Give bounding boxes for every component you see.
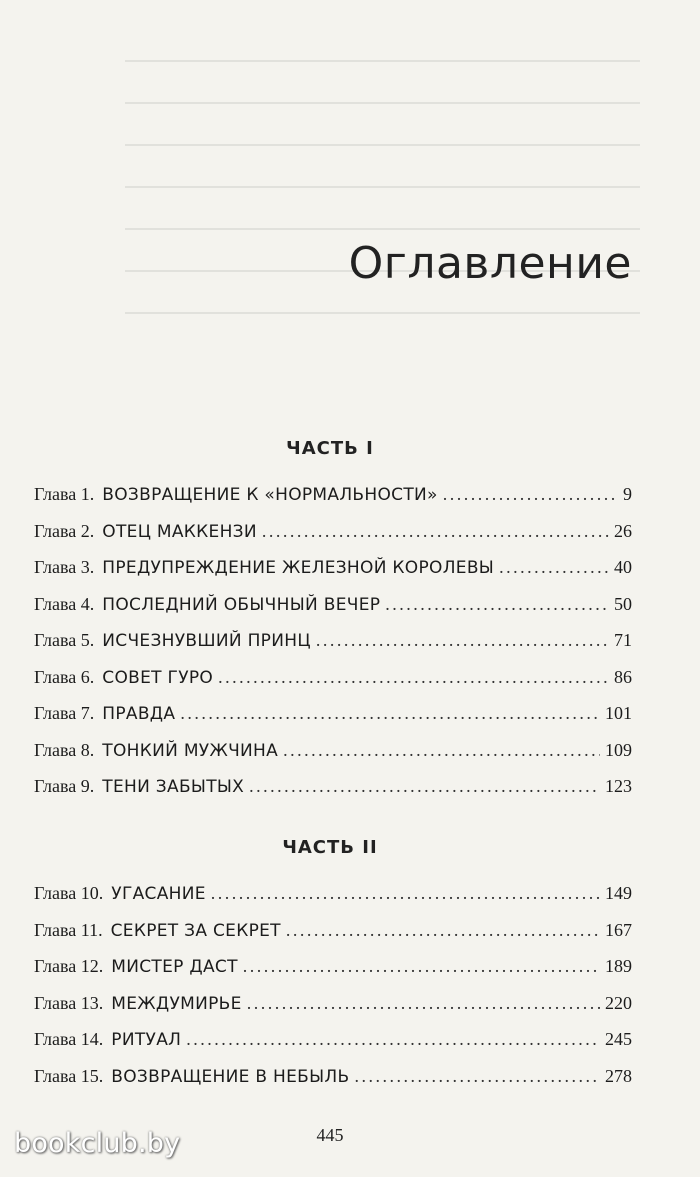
chapter-title: РИТУАЛ: [111, 1030, 182, 1050]
dot-leader: [286, 920, 600, 941]
chapter-number: Глава 4.: [34, 593, 95, 614]
watermark: bookclub.by: [14, 1128, 181, 1159]
chapter-page: 189: [605, 956, 632, 976]
chapter-number: Глава 6.: [34, 666, 95, 687]
chapter-number: Глава 10.: [34, 883, 104, 903]
dot-leader: [354, 1066, 600, 1087]
chapter-page: 101: [605, 703, 632, 723]
chapter-number: Глава 8.: [34, 739, 95, 760]
dot-leader: [249, 776, 600, 797]
chapter-title: ПРЕДУПРЕЖДЕНИЕ ЖЕЛЕЗНОЙ КОРОЛЕВЫ: [102, 558, 495, 578]
toc-entry: [34, 703, 632, 740]
chapter-page: 50: [614, 593, 632, 614]
chapter-page: 86: [614, 666, 632, 687]
dot-leader: [316, 630, 609, 651]
dot-leader: [243, 956, 600, 977]
dot-leader: [262, 521, 609, 542]
bleed-through-text: [0, 60, 700, 400]
chapter-title: ОТЕЦ МАККЕНЗИ: [102, 521, 257, 542]
chapter-page: 40: [614, 557, 632, 577]
chapter-number: Глава 15.: [34, 1065, 104, 1086]
chapter-title: ИСЧЕЗНУВШИЙ ПРИНЦ: [102, 631, 311, 651]
toc-entry: [34, 667, 632, 704]
dot-leader: [247, 993, 600, 1014]
chapter-title: ПРАВДА: [102, 704, 176, 724]
chapter-title: ТОНКИЙ МУЖЧИНА: [102, 740, 279, 761]
chapter-page: 220: [605, 992, 632, 1013]
chapter-page: 278: [605, 1065, 632, 1086]
toc-entry: [34, 594, 632, 631]
toc-entry: [34, 1066, 632, 1103]
chapter-page: 149: [605, 883, 632, 903]
chapter-title: ВОЗВРАЩЕНИЕ К «НОРМАЛЬНОСТИ»: [102, 485, 438, 505]
dot-leader: [180, 703, 600, 724]
toc-entry: [34, 883, 632, 920]
chapter-number: Глава 14.: [34, 1029, 104, 1049]
dot-leader: [499, 557, 609, 578]
dot-leader: [385, 594, 609, 615]
chapter-title: СЕКРЕТ ЗА СЕКРЕТ: [110, 920, 281, 941]
part-2-heading: ЧАСТЬ II: [282, 837, 378, 858]
toc-entry: [34, 993, 632, 1030]
part-1-chapter-list: [34, 484, 632, 813]
chapter-page: 123: [605, 776, 632, 796]
toc-entry: [34, 557, 632, 594]
dot-leader: [283, 740, 600, 761]
part-1-heading: ЧАСТЬ I: [286, 438, 374, 459]
toc-entry: [34, 956, 632, 993]
chapter-page: 245: [605, 1029, 632, 1049]
part-2-chapter-list: [34, 883, 632, 1102]
toc-entry: [34, 484, 632, 521]
chapter-title: ПОСЛЕДНИЙ ОБЫЧНЫЙ ВЕЧЕР: [102, 594, 381, 615]
chapter-title: МЕЖДУМИРЬЕ: [111, 993, 242, 1014]
chapter-number: Глава 12.: [34, 956, 104, 976]
toc-entry: [34, 630, 632, 667]
toc-entry: [34, 1029, 632, 1066]
page-number: 445: [316, 1125, 344, 1145]
chapter-title: СОВЕТ ГУРО: [102, 667, 214, 688]
chapter-title: ТЕНИ ЗАБЫТЫХ: [102, 777, 245, 797]
toc-entry: [34, 920, 632, 957]
chapter-page: 9: [623, 484, 632, 504]
dot-leader: [211, 883, 600, 904]
chapter-number: Глава 5.: [34, 630, 95, 650]
chapter-number: Глава 9.: [34, 776, 95, 796]
toc-entry: [34, 521, 632, 558]
chapter-page: 109: [605, 739, 632, 760]
chapter-number: Глава 3.: [34, 557, 95, 577]
chapter-number: Глава 13.: [34, 992, 104, 1013]
chapter-number: Глава 1.: [34, 484, 95, 504]
chapter-number: Глава 2.: [34, 520, 95, 541]
dot-leader: [218, 667, 609, 688]
page-title: Оглавление: [348, 238, 632, 289]
chapter-page: 167: [605, 919, 632, 940]
chapter-title: МИСТЕР ДАСТ: [111, 957, 238, 977]
dot-leader: [186, 1029, 600, 1050]
toc-entry: [34, 776, 632, 813]
chapter-number: Глава 11.: [34, 919, 103, 940]
chapter-title: УГАСАНИЕ: [111, 884, 206, 904]
dot-leader: [443, 484, 618, 505]
toc-entry: [34, 740, 632, 777]
chapter-page: 71: [614, 630, 632, 650]
chapter-number: Глава 7.: [34, 703, 95, 723]
chapter-page: 26: [614, 520, 632, 541]
chapter-title: ВОЗВРАЩЕНИЕ В НЕБЫЛЬ: [111, 1066, 350, 1087]
